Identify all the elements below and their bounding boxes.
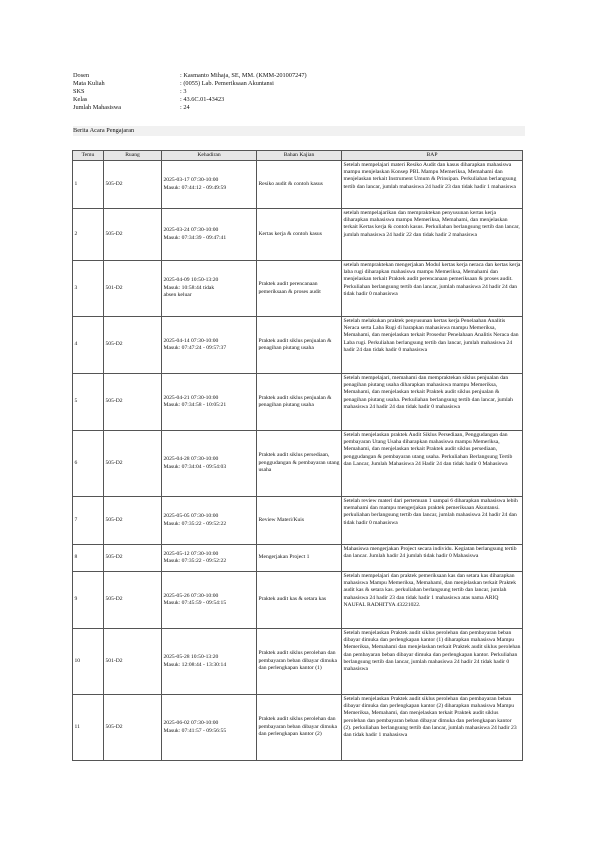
table-row [73,317,523,374]
kehadiran-schedule: 2025-04-21 07:30-10:00 [163,394,219,401]
section-heading: Berita Acara Pengajaran [73,126,525,136]
cell-bahan-kajian [257,261,342,317]
kehadiran-schedule: 2025-05-12 07:30-10:00 [163,550,219,557]
bap-value: Mahasiswa mengerjakan Project secara individu. Kegiatan berlangsung tertib dan lancar. Jumlah hadir 24 jumlah tidak hadir 0 Mahasiswa [343,545,517,559]
table-row [73,545,523,572]
bahan-kajian-value: Kertas kerja & contoh kasus [258,230,322,237]
cell-temu [73,209,104,261]
table-row [73,629,523,695]
ruang-value: 505-D2 [105,230,123,237]
kehadiran-schedule: 2025-04-09 10:50-13:20 [163,277,219,284]
bahan-kajian-value: Praktek audit siklus perolehan dan pembayaran beban dibayar dimuka dan perlengkapan kantor (2) [258,716,337,738]
cell-kehadiran [162,209,257,261]
cell-temu [73,261,104,317]
bap-value: setelah mempraktekan mengerjakan Modul kertas kerja neraca dan kertas kerja laba rugi diharapkan mahasiswa mampu Memeriksa, Memahami dan menjelaskan terkait Praktek audit perencanaan pemeriksaan & proses audit. Perkuliahan berlangsung tertib dan lancar, jumlah mahasiswa 24 hadir 24 dan tidak hadir 0 mahasiswa [343,261,521,297]
kehadiran-checkin: Masuk: 10:58:44 tidak [163,284,215,291]
info-row-sks [73,88,307,96]
bahan-kajian-value: Review Materi/Kuis [258,516,305,523]
cell-kehadiran [162,572,257,629]
ruang-value: 505-D2 [105,554,123,561]
cell-bahan-kajian [257,374,342,431]
table-row [73,695,523,761]
temu-value: 11 [74,723,80,730]
cell-bap [342,629,523,695]
ruang-value: 505-D2 [105,341,123,348]
bahan-kajian-value: Praktek audit perencanaan pemeriksaan & proses audit [258,281,321,295]
bahan-kajian-value: Praktek audit kas & setara kas [258,596,327,603]
kehadiran-checkin: Masuk: 07:47:24 - 09:57:37 [163,345,227,351]
kehadiran-checkin: Masuk: 07:34:04 - 09:54:03 [163,463,227,470]
ruang-value: 505-D2 [105,516,123,523]
cell-bahan-kajian [257,209,342,261]
cell-temu [73,497,104,545]
cell-bap [342,317,523,374]
temu-value: 8 [74,554,78,561]
kehadiran-schedule: 2025-05-28 10:50-13:20 [163,654,219,661]
cell-ruang [104,374,162,431]
ruang-value: 501-D2 [105,284,123,291]
temu-value: 2 [74,230,78,237]
kehadiran-schedule: 2025-03-24 07:30-10:00 [163,227,219,234]
kehadiran-checkin: Masuk: 07:35:22 - 09:52:22 [163,520,227,527]
cell-bahan-kajian [257,161,342,209]
info-label: SKS [73,88,85,96]
kehadiran-checkin: Masuk: 07:34:39 - 09:47:41 [163,234,227,241]
temu-value: 7 [74,516,78,523]
cell-temu [73,431,104,497]
cell-bahan-kajian [257,572,342,629]
bap-table [72,150,523,761]
cell-bahan-kajian [257,545,342,572]
kehadiran-schedule: 2025-06-02 07:30-10:00 [163,720,219,727]
bap-value: setelah mempelajarikan dan mempraktekan penyusunan kertas kerja diharapkan mahasiswa mampu Memeriksa, Memahami, dan menjelaskan terkait Kertas kerja & contoh kasus. Perkuliahan berlangsung tertib dan lancar, jumlah mahasiswa 24 hadir 22 dan tidak hadir 2 mahasiswa [343,209,520,238]
cell-bap [342,161,523,209]
cell-ruang [104,261,162,317]
cell-bap [342,431,523,497]
cell-ruang [104,431,162,497]
info-value: : 24 [180,104,190,112]
header-kehadiran: Kehadiran [162,151,257,161]
cell-ruang [104,545,162,572]
kehadiran-checkin: Masuk: 12:08:44 - 13:30:14 [163,661,227,668]
kehadiran-schedule: 2025-04-14 07:30-10:00 [163,337,219,344]
kehadiran-schedule: 2025-05-05 07:30-10:00 [163,513,219,520]
bahan-kajian-value: Praktek audit siklus persediaan, penggudangan & pembayaran utang usaha [258,452,340,474]
table-row [73,161,523,209]
bap-value: Setelah melakukan praktek penyusunan kertas kerja Penelaahan Analitis Neraca serta Laba Rugi di harapkan mahasiswa mampu Memeriksa, Memahami, dan menjelaskan terkait Prosedur Penelahaan Analitis Neraca dan Laba rugi. Perkuliahan berlangsung tertib dan lancar, jumlah mahasiswa 24 hadir 24 dan tidak hadir 0 mahasiswa [343,317,519,353]
cell-ruang [104,317,162,374]
cell-kehadiran [162,497,257,545]
cell-kehadiran [162,545,257,572]
bap-value: Setelah menjelaskan Praktek audit siklus perolehan dan pembayaran beban dibayar dimuka dan perlengkapan kantor (2) diharapkan mahasiswa Mampu Memeriksa, Memahami, dan menjelaskan terkait Praktek audit siklus perolehan dan pembayaran beban dibayar dimuka dan perlengkapan kantor (2). perkuliahan berlangsung tertib dan lancar, jumlah mahasiswa 24 hadir 23 dan tidak hadir 1 mahasiswa [343,695,517,739]
bap-value: Setelah mempelajari dan praktek pemeriksaan kas dan setara kas diharapkan mahasiswa Mampu Memeriksa, Memahami, dan menjelaskan terkait Praktek audit kas & setara kas. perkuliahan berlangsung tertib dan lancar, jumlah mahasiswa 24 hadir 23 dan tidak hadir 1 mahasiswa atas nama ARIQ NAUFAL RADHITYA 43221022. [343,572,517,608]
temu-value: 4 [74,341,78,348]
info-label: Mata Kuliah [73,80,105,88]
cell-bahan-kajian [257,695,342,761]
ruang-value: 505-D2 [105,180,123,187]
kehadiran-checkin: Masuk: 07:44:12 - 09:49:59 [163,184,227,191]
cell-kehadiran [162,431,257,497]
cell-ruang [104,161,162,209]
cell-temu [73,629,104,695]
cell-kehadiran [162,695,257,761]
cell-ruang [104,629,162,695]
ruang-value: 505-D2 [105,723,123,730]
cell-temu [73,161,104,209]
cell-kehadiran [162,629,257,695]
table-row [73,497,523,545]
info-value: : (0055) Lab. Pemeriksaan Akuntansi [180,80,274,88]
cell-bahan-kajian [257,317,342,374]
kehadiran-schedule: 2025-04-28 07:30-10:00 [163,456,219,463]
table-body [73,161,523,761]
cell-bap [342,209,523,261]
cell-bahan-kajian [257,629,342,695]
kehadiran-checkin: Masuk: 07:35:22 - 09:52:22 [163,558,227,564]
cell-temu [73,695,104,761]
temu-value: 5 [74,398,78,405]
info-row-jumlah-mahasiswa [73,104,307,112]
bap-value: Setelah menjelaskan praktek Audit Siklus Persediaan, Penggudangan dan pembayaran Utang Usaha diharapkan mahasiswa mampu Memeriksa, Memahami, dan menjelaskan terkait Praktek audit siklus persediaan, penggudangan & pembayaran utang usaha. Perkuliahan Berlangsung Tertib dan Lancar, Jumlah Mahasiswa 24 Hadir 24 dan tidak hadir 0 Mahasiswa [343,431,513,467]
info-value: : 43.6C.01-43423 [180,96,225,104]
bap-value: Setelah mempelajari materi Resiko Audit dan kasus diharapkan mahasiswa mampu menjelaskan Konsep PBL Mampu Memeriksa, Memahami dan menjelaskan terkait Instrument Umum & Prinsipan. Perkuliahan berlangsung tertib dan lancar, jumlah mahasiswa 24 hadir 23 dan tidak hadir 1 mahasiswa [343,161,517,190]
header-temu: Temu [73,151,104,161]
info-row-mata-kuliah [73,80,307,88]
table-row [73,374,523,431]
table-row [73,431,523,497]
kehadiran-schedule: 2025-03-17 07:30-10:00 [163,177,219,184]
temu-value: 1 [74,180,78,187]
bahan-kajian-value: Resiko audit & contoh kasus [258,180,323,187]
course-info [73,72,307,112]
info-label: Kelas [73,96,88,104]
header-bahan-kajian: Bahan Kajian [257,151,342,161]
cell-ruang [104,695,162,761]
ruang-value: 505-D2 [105,398,123,405]
kehadiran-checkin: Masuk: 07:45:59 - 09:54:15 [163,600,227,606]
kehadiran-checkin: Masuk: 07:34:58 - 10:05:21 [163,402,227,408]
cell-bap [342,497,523,545]
cell-temu [73,317,104,374]
cell-bap [342,545,523,572]
cell-bap [342,695,523,761]
cell-kehadiran [162,261,257,317]
bap-value: Setelah mempelajari, memahami dan mempraktekan siklus penjualan dan penagihan piutang usaha diharapkan mahasiswa mampu Memeriksa, Memahami, dan menjelaskan terkait Praktek audit siklus penjualan & penagihan piutang usaha. Perkuliahan berlangsung tertib dan lancar, jumlah mahasiswa 24 hadir 24 dan tidak hadir 0 mahasiswa [343,374,513,410]
cell-kehadiran [162,161,257,209]
cell-bahan-kajian [257,497,342,545]
ruang-value: 505-D2 [105,459,123,466]
info-row-kelas [73,96,307,104]
kehadiran-note: absen keluar [163,292,192,299]
bahan-kajian-value: Mengerjakan Project 1 [258,554,310,561]
cell-kehadiran [162,374,257,431]
info-value: : 3 [180,88,187,96]
table-row [73,209,523,261]
cell-temu [73,374,104,431]
bahan-kajian-value: Praktek audit siklus penjualan & penagihan piutang usaha [258,394,332,408]
bap-value: Setelah review materi dari pertemuan 1 sampai 6 diharapkan mahasiswa lebih memahami dan mampu mengerjakan praktek pemeriksaan Akuntansi. perkuliahan berlangsung tertib dan lancar, jumlah mahasiswa 24 hadir 24 dan tidak hadir 0 mahasiswa [343,497,518,526]
info-row-dosen [73,72,307,80]
table-row [73,572,523,629]
cell-kehadiran [162,317,257,374]
cell-ruang [104,572,162,629]
info-label: Jumlah Mahasiswa [73,104,122,112]
temu-value: 3 [74,284,78,291]
temu-value: 10 [74,657,81,664]
ruang-value: 505-D2 [105,596,123,603]
cell-bap [342,261,523,317]
bahan-kajian-value: Praktek audit siklus penjualan & penagihan piutang usaha [258,337,332,351]
cell-ruang [104,209,162,261]
ruang-value: 501-D2 [105,657,123,664]
bap-value: Setelah menjelaskan Praktek audit siklus perolehan dan pembayaran beban dibayar dimuka dan perlengkapan kantor (1) diharapkan mahasiswa Mampu Memeriksa, Memahami dan menjelaskan terkait Praktek audit siklus perolehan dan pembayaran beban dibayar dimuka dan perlengkapan kantor. Perkuliahan berlangsung tertib dan lancar, jumlah mahasiswa 24 hadir 24 tidak hadir 0 mahasiswa [343,629,521,673]
cell-bap [342,572,523,629]
bahan-kajian-value: Praktek audit siklus perolehan dan pembayaran beban dibayar dimuka dan perlengkapan kantor (1) [258,650,337,672]
info-label: Dosen [73,72,90,79]
header-bap: BAP [342,151,523,161]
kehadiran-checkin: Masuk: 07:41:57 - 09:56:55 [163,727,227,734]
cell-temu [73,545,104,572]
table-header-row [73,151,523,161]
cell-temu [73,572,104,629]
cell-bahan-kajian [257,431,342,497]
table-row [73,261,523,317]
temu-value: 6 [74,459,78,466]
cell-bap [342,374,523,431]
kehadiran-schedule: 2025-05-26 07:30-10:00 [163,592,219,599]
info-value: : Kasmanto Mihaja, SE, MM. (KMM-201007247) [180,72,307,79]
temu-value: 9 [74,596,78,603]
header-ruang: Ruang [104,151,162,161]
cell-ruang [104,497,162,545]
